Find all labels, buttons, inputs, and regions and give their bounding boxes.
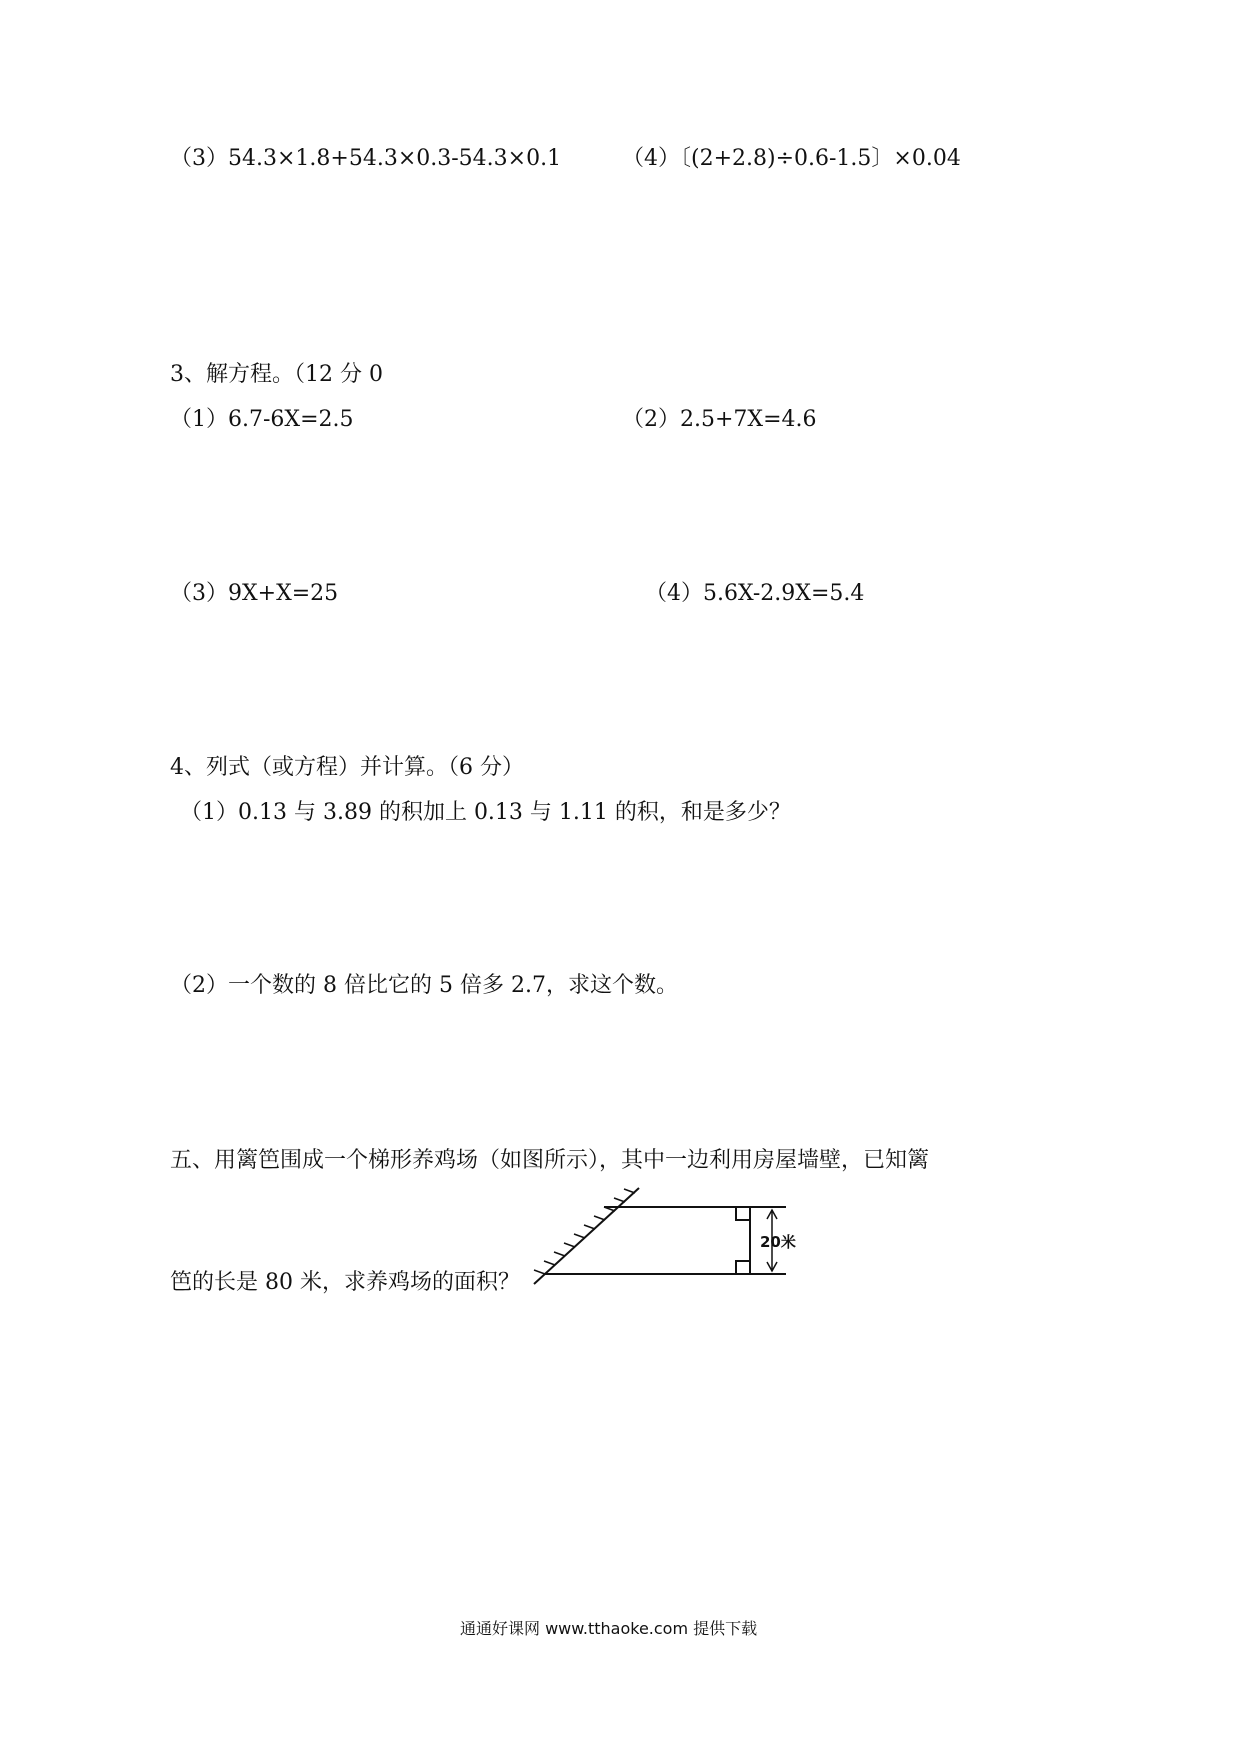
right-angle-top bbox=[736, 1207, 750, 1220]
wall-hatch bbox=[534, 1189, 635, 1274]
section-5-line-2: 笆的长是 80 米，求养鸡场的面积？ bbox=[170, 1270, 520, 1295]
wall-line bbox=[534, 1188, 639, 1284]
page-footer: 通通好课网 www.tthaoke.com 提供下载 bbox=[460, 1619, 758, 1638]
problem-3-3: （3）9X+X=25 bbox=[170, 581, 339, 606]
problem-3-1: （1）6.7-6X=2.5 bbox=[170, 407, 354, 432]
problem-2-4: （4）〔(2+2.8)÷0.6-1.5〕×0.04 bbox=[622, 146, 961, 171]
problem-2-3: （3）54.3×1.8+54.3×0.3-54.3×0.1 bbox=[170, 146, 562, 171]
section-3-heading: 3、解方程。（12 分 0 bbox=[170, 362, 383, 387]
height-label: 20米 bbox=[760, 1233, 796, 1251]
problem-3-4: （4）5.6X-2.9X=5.4 bbox=[645, 581, 865, 606]
problem-4-1: （1）0.13 与 3.89 的积加上 0.13 与 1.11 的积，和是多少？ bbox=[180, 800, 791, 825]
section-4-heading: 4、列式（或方程）并计算。（6 分） bbox=[170, 755, 524, 780]
right-angle-bottom bbox=[736, 1261, 750, 1274]
problem-4-2: （2）一个数的 8 倍比它的 5 倍多 2.7，求这个数。 bbox=[170, 973, 678, 998]
section-5-line-1: 五、用篱笆围成一个梯形养鸡场（如图所示），其中一边利用房屋墙壁，已知篱 bbox=[170, 1148, 930, 1173]
problem-3-2: （2）2.5+7X=4.6 bbox=[622, 407, 817, 432]
